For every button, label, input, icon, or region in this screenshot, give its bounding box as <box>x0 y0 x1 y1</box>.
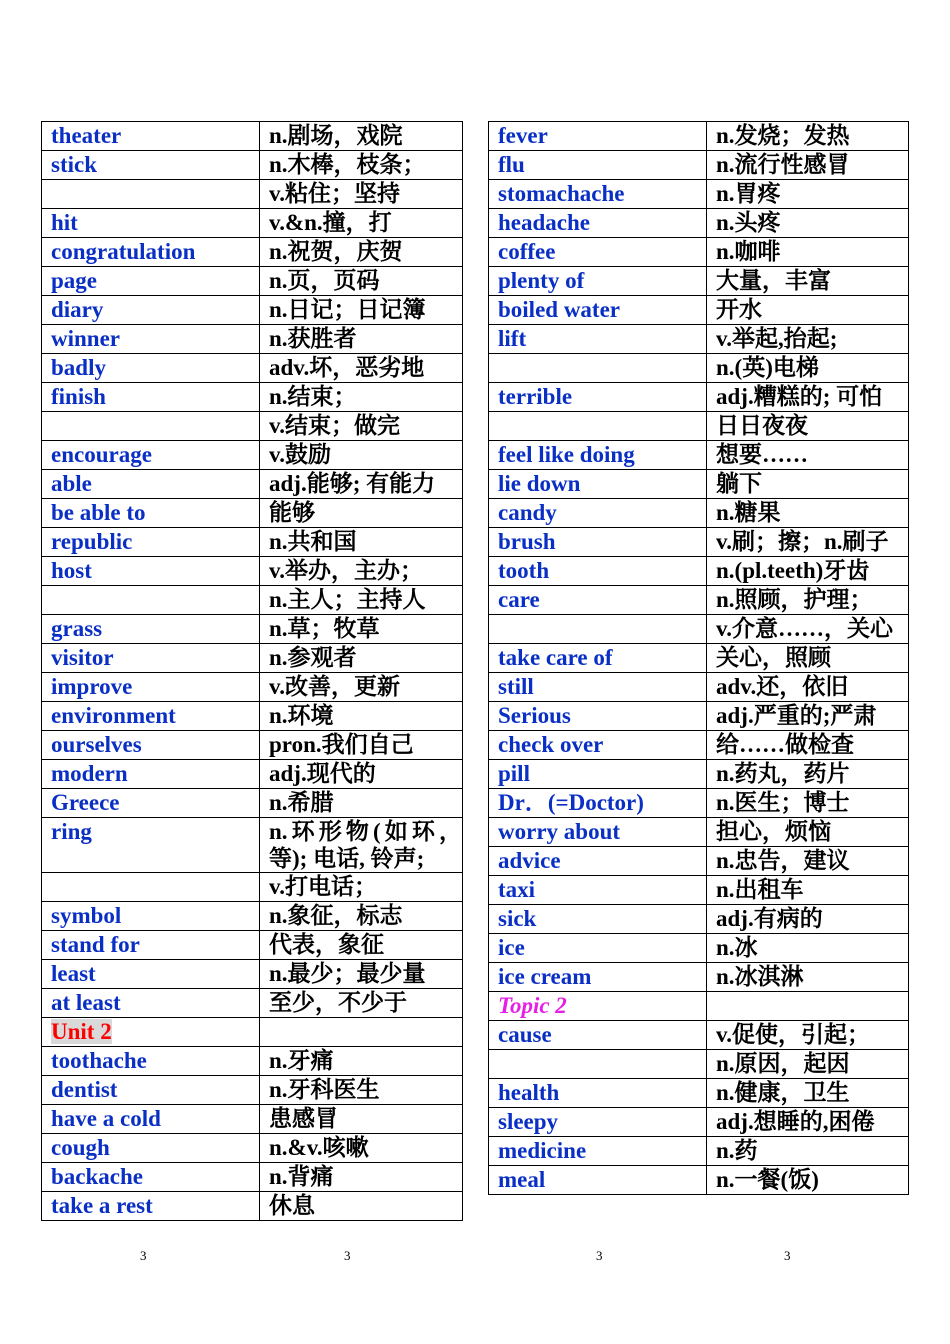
table-row <box>42 673 463 702</box>
chinese-meaning: v.粘住；坚持 <box>260 180 463 209</box>
table-row <box>489 586 909 615</box>
vocabulary-table-left-body <box>42 122 463 1221</box>
table-row <box>42 615 463 644</box>
table-row <box>42 1047 463 1076</box>
page-number: 3 <box>784 1248 791 1263</box>
table-row <box>489 528 909 557</box>
table-row <box>42 873 463 902</box>
table-row <box>42 296 463 325</box>
chinese-meaning: v.改善，更新 <box>260 673 463 702</box>
chinese-meaning: v.&n.撞，打 <box>260 209 463 238</box>
english-word: advice <box>489 847 707 876</box>
english-word: page <box>42 267 260 296</box>
english-word: terrible <box>489 383 707 412</box>
table-row <box>489 470 909 499</box>
english-word: Dr．(=Doctor) <box>489 789 707 818</box>
english-word <box>489 354 707 383</box>
chinese-meaning: v.举办，主办； <box>260 557 463 586</box>
table-row <box>489 847 909 876</box>
english-word: health <box>489 1079 707 1108</box>
english-word: Greece <box>42 789 260 818</box>
english-word: have a cold <box>42 1105 260 1134</box>
table-row <box>42 557 463 586</box>
english-word: host <box>42 557 260 586</box>
chinese-meaning: n.原因，起因 <box>707 1050 909 1079</box>
table-row <box>42 702 463 731</box>
english-word: be able to <box>42 499 260 528</box>
table-row <box>489 238 909 267</box>
english-word: tooth <box>489 557 707 586</box>
english-word: candy <box>489 499 707 528</box>
table-row <box>42 383 463 412</box>
chinese-meaning: 至少，不少于 <box>260 989 463 1018</box>
chinese-meaning: n.发烧；发热 <box>707 122 909 151</box>
english-word <box>489 1050 707 1079</box>
english-word: backache <box>42 1163 260 1192</box>
table-row <box>489 760 909 789</box>
chinese-meaning: n.健康，卫生 <box>707 1079 909 1108</box>
chinese-meaning: n.牙科医生 <box>260 1076 463 1105</box>
chinese-meaning: v.结束；做完 <box>260 412 463 441</box>
table-row <box>489 1137 909 1166</box>
chinese-meaning: adj.严重的;严肃 <box>707 702 909 731</box>
chinese-meaning: 休息 <box>260 1192 463 1221</box>
table-row <box>42 760 463 789</box>
table-row <box>42 354 463 383</box>
english-word: fever <box>489 122 707 151</box>
chinese-meaning: v.介意……，关心 <box>707 615 909 644</box>
chinese-meaning: n.木棒，枝条； <box>260 151 463 180</box>
english-word: sick <box>489 905 707 934</box>
english-word <box>42 586 260 615</box>
english-word: environment <box>42 702 260 731</box>
vocabulary-table-right-body <box>489 122 909 1195</box>
table-row <box>42 267 463 296</box>
english-word: improve <box>42 673 260 702</box>
table-row <box>489 383 909 412</box>
chinese-meaning: n.背痛 <box>260 1163 463 1192</box>
table-row <box>42 789 463 818</box>
table-row <box>42 931 463 960</box>
table-row <box>489 673 909 702</box>
english-word: ring <box>42 818 260 873</box>
english-word: Serious <box>489 702 707 731</box>
english-word: stand for <box>42 931 260 960</box>
table-row <box>42 122 463 151</box>
chinese-meaning: n.出租车 <box>707 876 909 905</box>
chinese-meaning: 担心，烦恼 <box>707 818 909 847</box>
chinese-meaning: n.共和国 <box>260 528 463 557</box>
chinese-meaning: n.糖果 <box>707 499 909 528</box>
english-word: least <box>42 960 260 989</box>
chinese-meaning: n.冰淇淋 <box>707 963 909 992</box>
english-word <box>42 412 260 441</box>
english-word: medicine <box>489 1137 707 1166</box>
chinese-meaning <box>260 1018 463 1047</box>
table-row <box>42 1018 463 1047</box>
english-word: cause <box>489 1021 707 1050</box>
english-word: feel like doing <box>489 441 707 470</box>
chinese-meaning: n.&v.咳嗽 <box>260 1134 463 1163</box>
table-row <box>42 989 463 1018</box>
table-row <box>489 818 909 847</box>
table-row <box>489 789 909 818</box>
english-word: hit <box>42 209 260 238</box>
chinese-meaning: 躺下 <box>707 470 909 499</box>
table-row <box>489 1021 909 1050</box>
chinese-meaning: 给……做检查 <box>707 731 909 760</box>
table-row <box>489 557 909 586</box>
chinese-meaning: n.药 <box>707 1137 909 1166</box>
chinese-meaning: n.环形物(如环，等); 电话, 铃声; <box>260 818 463 873</box>
table-row <box>42 902 463 931</box>
chinese-meaning: n.(pl.teeth)牙齿 <box>707 557 909 586</box>
table-row <box>489 354 909 383</box>
english-word: theater <box>42 122 260 151</box>
chinese-meaning: n.忠告，建议 <box>707 847 909 876</box>
chinese-meaning: n.结束； <box>260 383 463 412</box>
english-word: at least <box>42 989 260 1018</box>
chinese-meaning: adj.想睡的,困倦 <box>707 1108 909 1137</box>
english-word: taxi <box>489 876 707 905</box>
table-row <box>42 1076 463 1105</box>
page-number: 3 <box>596 1248 603 1263</box>
chinese-meaning: n.(英)电梯 <box>707 354 909 383</box>
chinese-meaning: n.祝贺，庆贺 <box>260 238 463 267</box>
chinese-meaning: n.咖啡 <box>707 238 909 267</box>
table-row <box>42 180 463 209</box>
table-row <box>489 905 909 934</box>
table-row <box>489 934 909 963</box>
table-row <box>489 615 909 644</box>
chinese-meaning: n.照顾，护理； <box>707 586 909 615</box>
chinese-meaning: n.冰 <box>707 934 909 963</box>
chinese-meaning: n.希腊 <box>260 789 463 818</box>
chinese-meaning: n.胃疼 <box>707 180 909 209</box>
chinese-meaning: 能够 <box>260 499 463 528</box>
chinese-meaning: v.打电话； <box>260 873 463 902</box>
english-word: congratulation <box>42 238 260 267</box>
chinese-meaning: adj.糟糕的; 可怕 <box>707 383 909 412</box>
english-word: take a rest <box>42 1192 260 1221</box>
english-word: ourselves <box>42 731 260 760</box>
chinese-meaning: n.牙痛 <box>260 1047 463 1076</box>
english-word: sleepy <box>489 1108 707 1137</box>
chinese-meaning: 代表，象征 <box>260 931 463 960</box>
table-row <box>42 238 463 267</box>
english-word <box>42 180 260 209</box>
table-row <box>489 180 909 209</box>
english-word: cough <box>42 1134 260 1163</box>
chinese-meaning: n.最少；最少量 <box>260 960 463 989</box>
table-row <box>42 818 463 873</box>
english-word: visitor <box>42 644 260 673</box>
chinese-meaning: n.主人；主持人 <box>260 586 463 615</box>
table-row <box>42 1192 463 1221</box>
table-row <box>489 499 909 528</box>
table-row <box>489 151 909 180</box>
english-word: boiled water <box>489 296 707 325</box>
table-row <box>489 1108 909 1137</box>
chinese-meaning: n.日记；日记簿 <box>260 296 463 325</box>
chinese-meaning: 想要…… <box>707 441 909 470</box>
topic-heading: Topic 2 <box>489 992 707 1021</box>
english-word: modern <box>42 760 260 789</box>
chinese-meaning: adv.坏，恶劣地 <box>260 354 463 383</box>
unit-heading <box>42 1018 260 1047</box>
table-row <box>489 325 909 354</box>
table-row <box>489 1079 909 1108</box>
english-word: stomachache <box>489 180 707 209</box>
table-row <box>42 1163 463 1192</box>
english-word: meal <box>489 1166 707 1195</box>
english-word: able <box>42 470 260 499</box>
chinese-meaning: 日日夜夜 <box>707 412 909 441</box>
chinese-meaning: 开水 <box>707 296 909 325</box>
table-row <box>489 209 909 238</box>
table-row <box>489 412 909 441</box>
chinese-meaning: n.环境 <box>260 702 463 731</box>
chinese-meaning: adj.有病的 <box>707 905 909 934</box>
english-word: care <box>489 586 707 615</box>
english-word: flu <box>489 151 707 180</box>
english-word <box>42 873 260 902</box>
table-row <box>489 702 909 731</box>
english-word: ice cream <box>489 963 707 992</box>
table-row <box>489 876 909 905</box>
page-number: 3 <box>140 1248 147 1263</box>
english-word <box>489 615 707 644</box>
english-word: check over <box>489 731 707 760</box>
chinese-meaning: n.获胜者 <box>260 325 463 354</box>
table-row <box>42 731 463 760</box>
table-row <box>489 122 909 151</box>
table-row <box>489 731 909 760</box>
table-row <box>42 209 463 238</box>
english-word: symbol <box>42 902 260 931</box>
chinese-meaning: 大量，丰富 <box>707 267 909 296</box>
chinese-meaning: n.医生；博士 <box>707 789 909 818</box>
table-row <box>42 325 463 354</box>
english-word: diary <box>42 296 260 325</box>
english-word: still <box>489 673 707 702</box>
page-number: 3 <box>344 1248 351 1263</box>
table-row <box>489 644 909 673</box>
chinese-meaning: adj.现代的 <box>260 760 463 789</box>
table-row <box>42 499 463 528</box>
table-row <box>42 644 463 673</box>
table-row <box>42 1105 463 1134</box>
table-row <box>42 470 463 499</box>
english-word: coffee <box>489 238 707 267</box>
chinese-meaning: n.草；牧草 <box>260 615 463 644</box>
table-row <box>42 441 463 470</box>
english-word: finish <box>42 383 260 412</box>
english-word: toothache <box>42 1047 260 1076</box>
table-row <box>42 412 463 441</box>
english-word: lie down <box>489 470 707 499</box>
chinese-meaning: adv.还，依旧 <box>707 673 909 702</box>
english-word: pill <box>489 760 707 789</box>
chinese-meaning: n.剧场，戏院 <box>260 122 463 151</box>
vocabulary-table-left <box>41 121 463 1221</box>
table-row <box>42 151 463 180</box>
english-word: worry about <box>489 818 707 847</box>
chinese-meaning: n.流行性感冒 <box>707 151 909 180</box>
chinese-meaning: v.举起,抬起; <box>707 325 909 354</box>
english-word: ice <box>489 934 707 963</box>
chinese-meaning: 关心，照顾 <box>707 644 909 673</box>
english-word: brush <box>489 528 707 557</box>
english-word: stick <box>42 151 260 180</box>
table-row <box>42 1134 463 1163</box>
table-row <box>489 1050 909 1079</box>
english-word: winner <box>42 325 260 354</box>
table-row <box>42 528 463 557</box>
table-row <box>489 963 909 992</box>
chinese-meaning: n.参观者 <box>260 644 463 673</box>
english-word: take care of <box>489 644 707 673</box>
chinese-meaning: v.刷；擦；n.刷子 <box>707 528 909 557</box>
chinese-meaning: pron.我们自己 <box>260 731 463 760</box>
chinese-meaning: n.药丸，药片 <box>707 760 909 789</box>
chinese-meaning: n.一餐(饭) <box>707 1166 909 1195</box>
table-row <box>489 296 909 325</box>
vocabulary-table-right <box>488 121 909 1195</box>
chinese-meaning: n.头疼 <box>707 209 909 238</box>
table-row <box>489 441 909 470</box>
chinese-meaning: v.促使，引起； <box>707 1021 909 1050</box>
table-row <box>489 267 909 296</box>
chinese-meaning: adj.能够; 有能力 <box>260 470 463 499</box>
chinese-meaning: n.象征，标志 <box>260 902 463 931</box>
table-row <box>489 992 909 1021</box>
table-row <box>42 960 463 989</box>
english-word: plenty of <box>489 267 707 296</box>
english-word: grass <box>42 615 260 644</box>
table-row <box>42 586 463 615</box>
english-word: republic <box>42 528 260 557</box>
chinese-meaning: v.鼓励 <box>260 441 463 470</box>
chinese-meaning <box>707 992 909 1021</box>
chinese-meaning: n.页，页码 <box>260 267 463 296</box>
english-word: dentist <box>42 1076 260 1105</box>
english-word: lift <box>489 325 707 354</box>
table-row <box>489 1166 909 1195</box>
chinese-meaning: 患感冒 <box>260 1105 463 1134</box>
unit-heading-label: Unit 2 <box>51 1019 112 1044</box>
english-word: headache <box>489 209 707 238</box>
english-word: badly <box>42 354 260 383</box>
english-word: encourage <box>42 441 260 470</box>
english-word <box>489 412 707 441</box>
